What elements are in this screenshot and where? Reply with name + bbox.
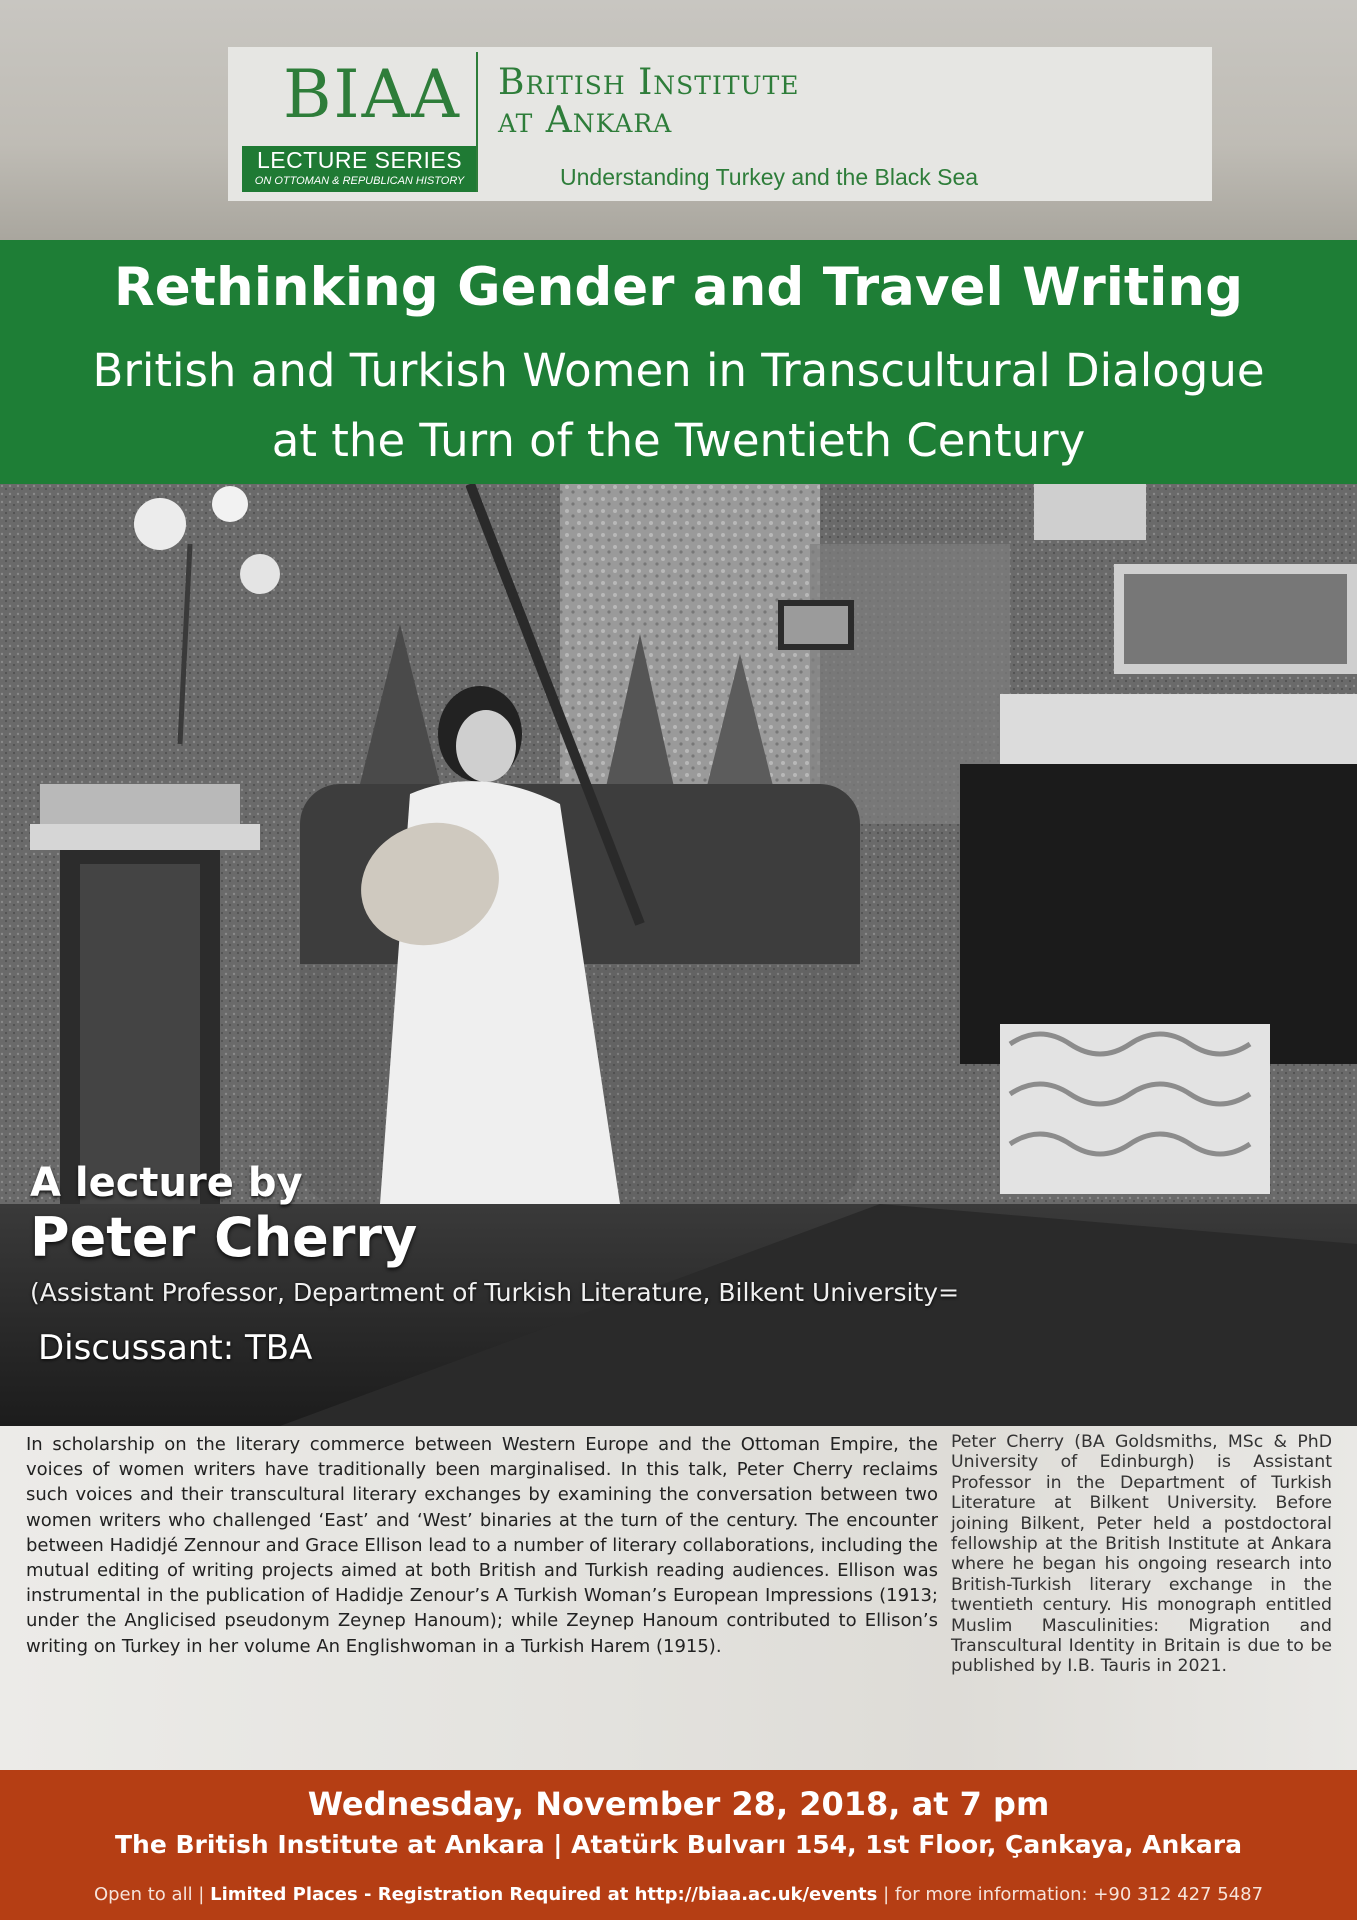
- lecture-subtitle: [0, 336, 1357, 476]
- lecture-subtitle-line2: at the Turn of the Twentieth Century: [271, 414, 1086, 467]
- lecture-series-topic: ON OTTOMAN & REPUBLICAN HISTORY: [254, 175, 465, 187]
- speaker-bio: Peter Cherry (BA Goldsmiths, MSc & PhD University of Edinburgh) is Assistant Professor in the Department of Turkish Literature at Bilkent University. Before joining Bilkent, Peter held a postdoctoral fellowship at the British Institute at Ankara where he began his ongoing research into British-Turkish literary exchange in the twentieth century. His monograph entitled Muslim Masculinities: Migration and Transcultural Identity in Britain is due to be published by I.B. Tauris in 2021.: [951, 1432, 1332, 1677]
- institute-name-line1: British Institute: [498, 62, 800, 103]
- event-info: [0, 1882, 1357, 1908]
- lecture-series-badge: [242, 146, 477, 192]
- speaker-name: Peter Cherry: [30, 1206, 418, 1269]
- lecture-by-label: A lecture by: [30, 1160, 303, 1206]
- event-date: Wednesday, November 28, 2018, at 7 pm: [307, 1785, 1050, 1823]
- speaker-affiliation: (Assistant Professor, Department of Turkish Literature, Bilkent University=: [30, 1278, 960, 1307]
- logo-divider: [476, 52, 478, 192]
- institute-name-line2: at Ankara: [498, 100, 673, 141]
- institute-name: [498, 64, 800, 140]
- event-info-open: Open to all |: [93, 1884, 211, 1905]
- discussant-label: Discussant: TBA: [38, 1328, 313, 1368]
- lecture-abstract: In scholarship on the literary commerce between Western Europe and the Ottoman Empire, the voices of women writers have traditionally been marginalised. In this talk, Peter Cherry reclaims such voices and their transcultural literary exchanges by examining the conversation between two women writers who challenged ‘East’ and ‘West’ binaries at the turn of the century. The encounter between Hadidjé Zennour and Grace Ellison lead to a number of literary collaborations, including the mutual editing of writing projects aimed at both British and Turkish reading audiences. Ellison was instrumental in the publication of Hadidje Zenour’s A Turkish Woman’s European Impressions (1913; under the Anglicised pseudonym Zeynep Hanoum); while Zeynep Hanoum contributed to Ellison’s writing on Turkey in her volume An Englishwoman in a Turkish Harem (1915).: [26, 1434, 938, 1657]
- biaa-logo-mark: BIAA: [283, 56, 461, 133]
- lecture-subtitle-line1: British and Turkish Women in Transcultural Dialogue: [92, 344, 1265, 397]
- title-band: [0, 240, 1357, 484]
- lecture-series-label: LECTURE SERIES: [256, 147, 463, 173]
- event-footer: [0, 1770, 1357, 1920]
- event-info-contact: | for more information: +90 312 427 5487: [877, 1884, 1264, 1905]
- event-venue: The British Institute at Ankara | Atatürk Bulvarı 154, 1st Floor, Çankaya, Ankara: [114, 1830, 1242, 1859]
- institute-tagline: Understanding Turkey and the Black Sea: [560, 164, 979, 190]
- lecture-title: Rethinking Gender and Travel Writing: [113, 257, 1244, 318]
- registration-link[interactable]: Limited Places - Registration Required at http://biaa.ac.uk/events: [210, 1884, 878, 1905]
